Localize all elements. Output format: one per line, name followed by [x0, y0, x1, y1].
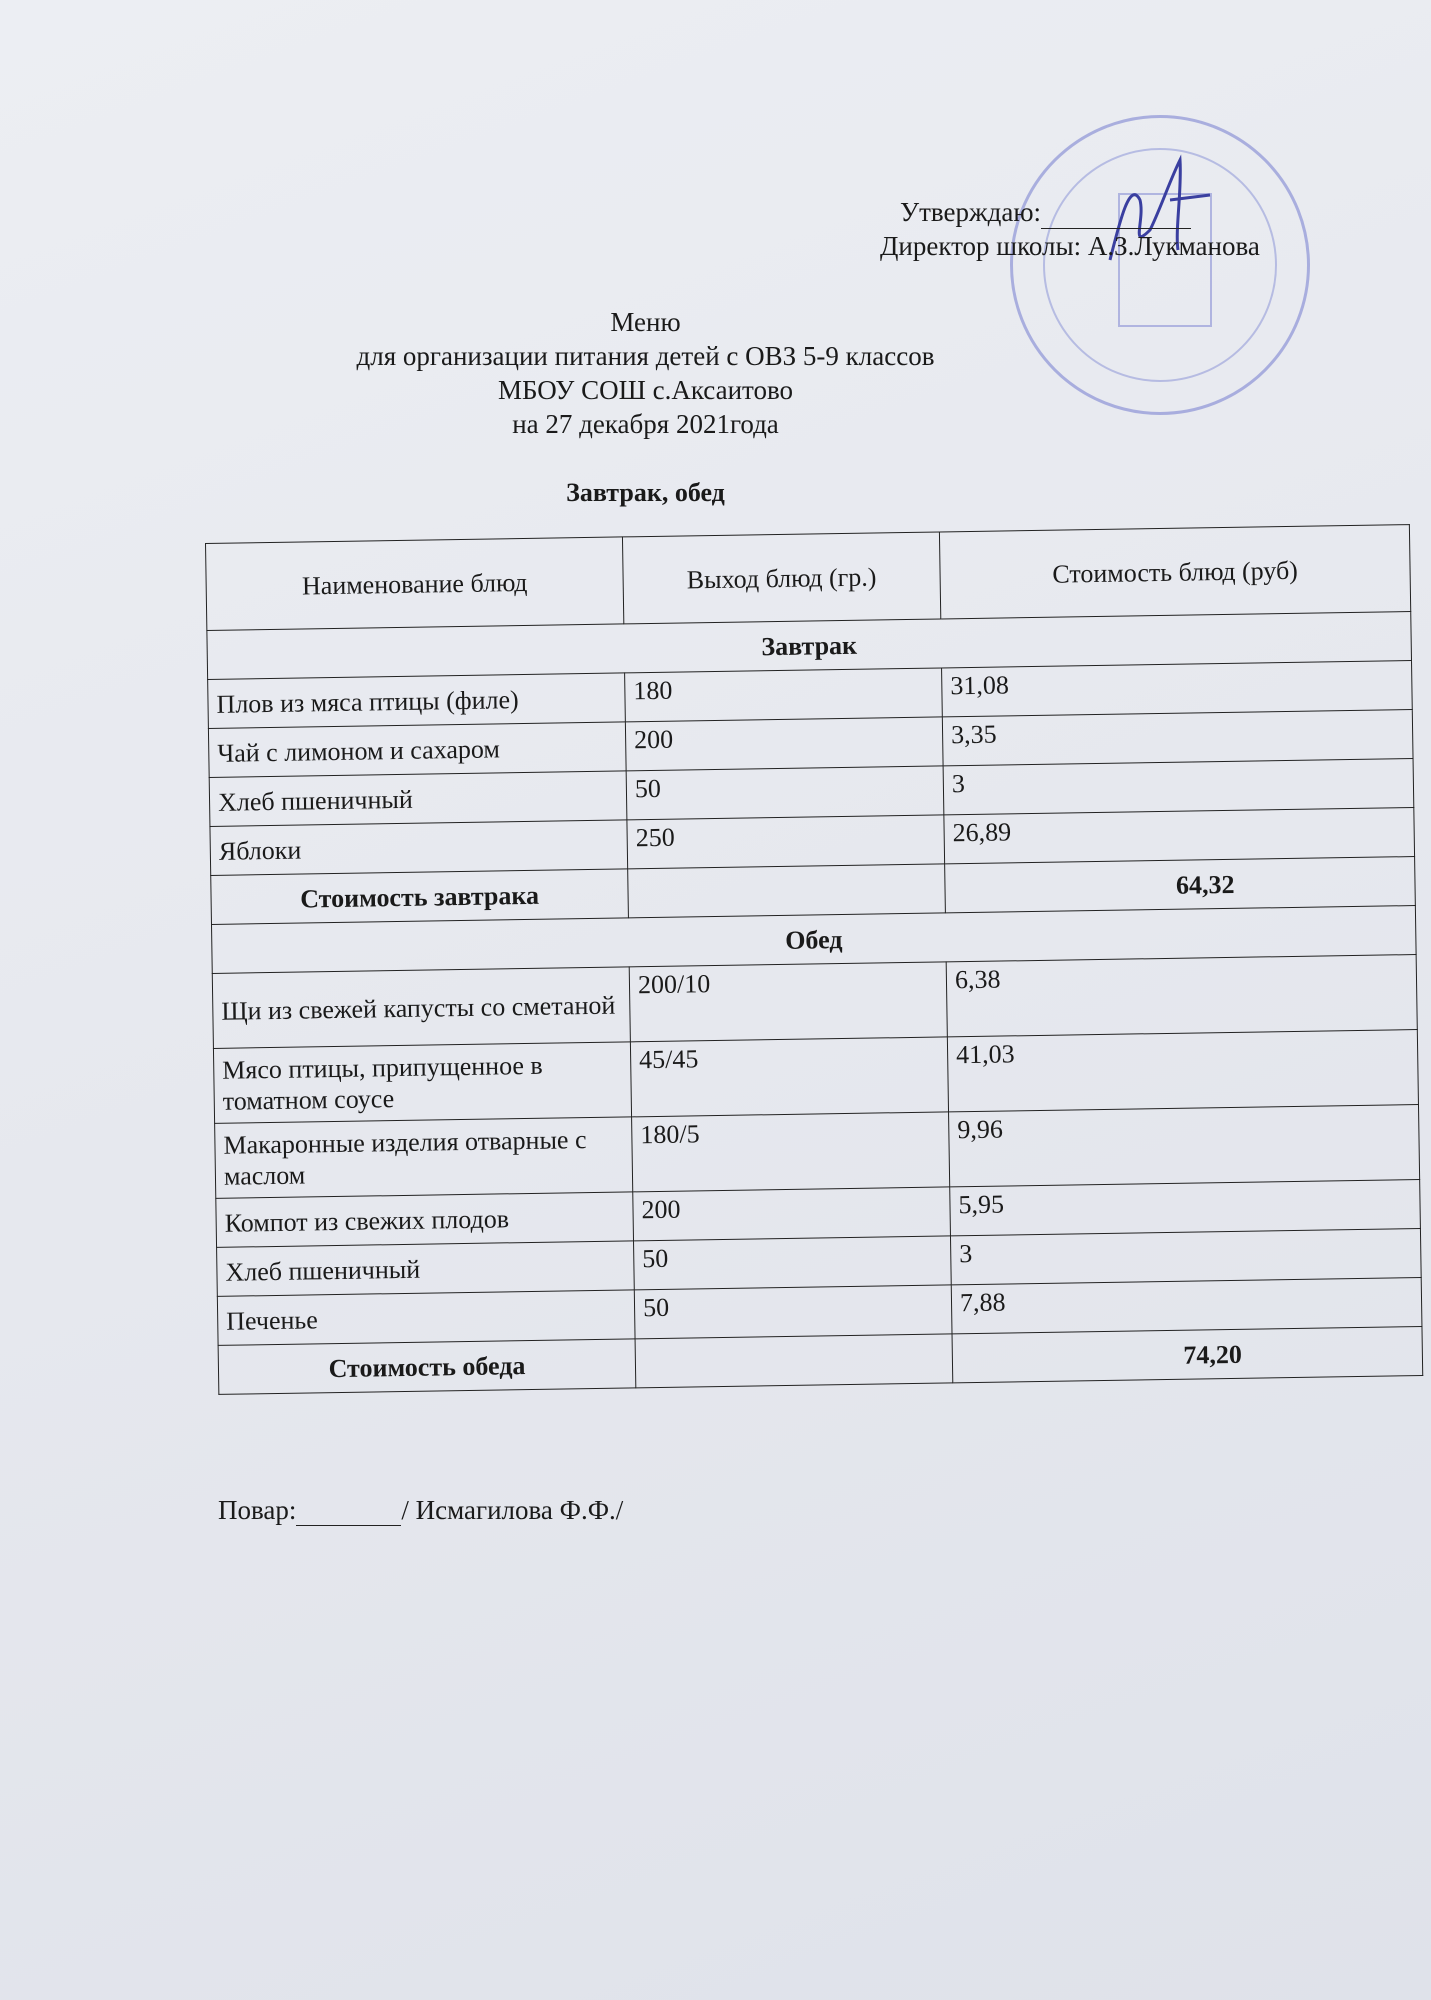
document-title [0, 305, 1431, 441]
approval-block [880, 195, 1260, 263]
dish-yield: 200 [633, 1187, 951, 1241]
dish-name: Плов из мяса птицы (филе) [208, 673, 626, 729]
cook-signature-line [218, 1495, 623, 1526]
dish-yield: 180 [625, 668, 943, 722]
header-name: Наименование блюд [206, 537, 624, 631]
section-label: Завтрак [207, 612, 1412, 680]
dish-yield: 50 [626, 766, 944, 820]
cook-label: Повар: [218, 1495, 297, 1525]
approval-label: Утверждаю: [900, 197, 1042, 227]
dish-name: Печенье [217, 1290, 635, 1346]
dish-yield: 50 [634, 1236, 952, 1290]
total-label: Стоимость обеда [218, 1339, 636, 1395]
dish-cost: 9,96 [949, 1105, 1420, 1187]
dish-name: Хлеб пшеничный [209, 771, 627, 827]
dish-name: Хлеб пшеничный [217, 1241, 635, 1297]
dish-cost: 5,95 [950, 1179, 1421, 1235]
title-date: на 27 декабря 2021года [512, 409, 779, 439]
title-line: Меню [610, 307, 681, 337]
title-line: МБОУ СОШ с.Аксаитово [497, 375, 794, 405]
dish-yield: 180/5 [632, 1112, 950, 1192]
dish-name: Щи из свежей капусты со сметаной [212, 967, 630, 1049]
section-heading: Завтрак, обед [566, 478, 725, 507]
dish-yield: 200/10 [629, 962, 947, 1042]
dish-cost: 3,35 [942, 710, 1413, 766]
dish-cost: 3 [950, 1228, 1421, 1284]
header-yield: Выход блюд (гр.) [622, 532, 940, 624]
dish-yield: 250 [627, 815, 945, 869]
cook-name: / Исмагилова Ф.Ф./ [401, 1495, 624, 1525]
dish-yield: 200 [625, 717, 943, 771]
dish-name: Яблоки [210, 820, 628, 876]
dish-cost: 26,89 [944, 808, 1415, 864]
section-label: Обед [211, 906, 1416, 974]
dish-yield: 50 [634, 1285, 952, 1339]
dish-name: Мясо птицы, припущенное в томатном соусе [213, 1042, 631, 1124]
cook-signature [296, 1501, 401, 1526]
empty-cell [628, 864, 946, 918]
dish-name: Макаронные изделия отварные с маслом [215, 1117, 633, 1199]
header-cost: Стоимость блюд (руб) [939, 525, 1410, 619]
title-line: для организации питания детей с ОВЗ 5-9 классов [356, 341, 935, 371]
total-amount: 64,32 [945, 857, 1416, 913]
dish-cost: 3 [943, 759, 1414, 815]
dish-yield: 45/45 [630, 1037, 948, 1117]
total-label: Стоимость завтрака [211, 869, 629, 925]
total-amount: 74,20 [952, 1326, 1423, 1382]
director-name: Директор школы: А.З.Лукманова [880, 231, 1260, 261]
dish-name: Компот из свежих плодов [216, 1192, 634, 1248]
empty-cell [635, 1334, 953, 1388]
dish-cost: 6,38 [946, 955, 1417, 1037]
dish-cost: 41,03 [947, 1030, 1418, 1112]
dish-cost: 31,08 [942, 661, 1413, 717]
dish-cost: 7,88 [951, 1277, 1422, 1333]
menu-table [205, 524, 1423, 1395]
dish-name: Чай с лимоном и сахаром [208, 722, 626, 778]
